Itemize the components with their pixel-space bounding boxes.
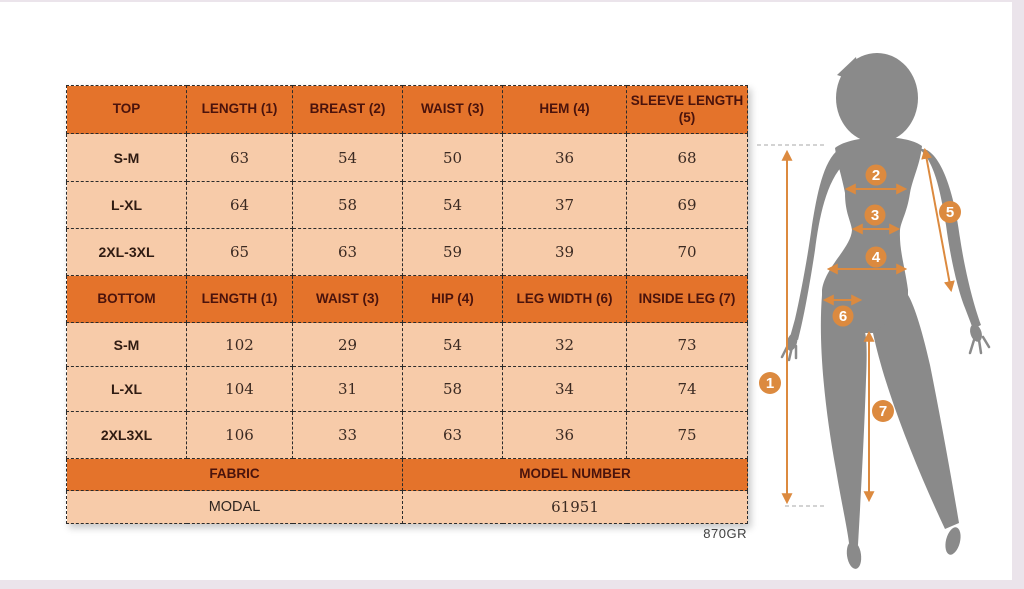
measure-badge-1 — [759, 372, 781, 394]
value-cell: 63 — [403, 412, 503, 459]
size-label: L-XL — [67, 182, 187, 229]
svg-text:1: 1 — [765, 375, 775, 392]
footer-value-row — [67, 491, 748, 524]
svg-text:5: 5 — [945, 204, 955, 221]
header-cell-length: LENGTH (1) — [187, 86, 293, 134]
value-cell: 64 — [187, 182, 293, 229]
value-cell: 33 — [293, 412, 403, 459]
top-header-row — [67, 86, 748, 134]
size-label: S-M — [67, 323, 187, 367]
header-cell-top: TOP — [67, 86, 187, 134]
svg-text:2: 2 — [871, 167, 881, 184]
value-cell: 58 — [403, 367, 503, 412]
measure-badge-4 — [866, 247, 887, 268]
page-edge-top — [0, 0, 1024, 2]
fabric-value: MODAL — [67, 491, 403, 524]
value-cell: 73 — [627, 323, 748, 367]
value-cell: 36 — [503, 412, 627, 459]
value-cell: 54 — [403, 323, 503, 367]
value-cell: 74 — [627, 367, 748, 412]
measure-badge-3 — [865, 205, 886, 226]
header-cell-leg-width: LEG WIDTH (6) — [503, 276, 627, 323]
value-cell: 50 — [403, 134, 503, 182]
size-chart-table — [66, 85, 748, 524]
header-cell-waist: WAIST (3) — [403, 86, 503, 134]
measure-badge-7 — [872, 400, 894, 422]
value-cell: 102 — [187, 323, 293, 367]
size-label: 2XL3XL — [67, 412, 187, 459]
value-cell: 65 — [187, 229, 293, 276]
header-cell-bottom: BOTTOM — [67, 276, 187, 323]
measure-badge-6 — [833, 306, 854, 327]
value-cell: 70 — [627, 229, 748, 276]
value-cell: 63 — [187, 134, 293, 182]
value-cell: 63 — [293, 229, 403, 276]
header-cell-waist: WAIST (3) — [293, 276, 403, 323]
svg-text:3: 3 — [870, 207, 880, 224]
page-edge-bottom — [0, 580, 1024, 589]
header-cell-hem: HEM (4) — [503, 86, 627, 134]
table-row — [67, 229, 748, 276]
size-label: 2XL-3XL — [67, 229, 187, 276]
table-row — [67, 412, 748, 459]
value-cell: 59 — [403, 229, 503, 276]
value-cell: 54 — [403, 182, 503, 229]
value-cell: 106 — [187, 412, 293, 459]
footer-header-row — [67, 459, 748, 491]
table-row — [67, 323, 748, 367]
value-cell: 36 — [503, 134, 627, 182]
svg-text:7: 7 — [878, 403, 888, 420]
woman-silhouette-graphic — [782, 53, 989, 570]
measurement-figure — [755, 45, 1020, 585]
value-cell: 29 — [293, 323, 403, 367]
table-row — [67, 182, 748, 229]
measure-badge-2 — [866, 165, 887, 186]
value-cell: 32 — [503, 323, 627, 367]
value-cell: 75 — [627, 412, 748, 459]
page-edge-right — [1012, 0, 1024, 589]
table-row — [67, 367, 748, 412]
value-cell: 104 — [187, 367, 293, 412]
header-cell-fabric: FABRIC — [67, 459, 403, 491]
value-cell: 37 — [503, 182, 627, 229]
header-cell-length: LENGTH (1) — [187, 276, 293, 323]
header-cell-breast: BREAST (2) — [293, 86, 403, 134]
header-cell-hip: HIP (4) — [403, 276, 503, 323]
bottom-header-row — [67, 276, 748, 323]
value-cell: 31 — [293, 367, 403, 412]
header-cell-model-number: MODEL NUMBER — [403, 459, 748, 491]
value-cell: 54 — [293, 134, 403, 182]
value-cell: 69 — [627, 182, 748, 229]
size-label: S-M — [67, 134, 187, 182]
header-cell-sleeve-length: SLEEVE LENGTH (5) — [627, 86, 748, 134]
header-cell-inside-leg: INSIDE LEG (7) — [627, 276, 748, 323]
value-cell: 39 — [503, 229, 627, 276]
size-label: L-XL — [67, 367, 187, 412]
value-cell: 68 — [627, 134, 748, 182]
table-row — [67, 134, 748, 182]
measure-badge-5 — [939, 201, 961, 223]
value-cell: 34 — [503, 367, 627, 412]
svg-text:4: 4 — [871, 249, 881, 266]
svg-text:6: 6 — [838, 308, 848, 325]
value-cell: 58 — [293, 182, 403, 229]
model-number-value: 61951 — [403, 491, 748, 524]
watermark-text: 870GR — [703, 526, 747, 541]
